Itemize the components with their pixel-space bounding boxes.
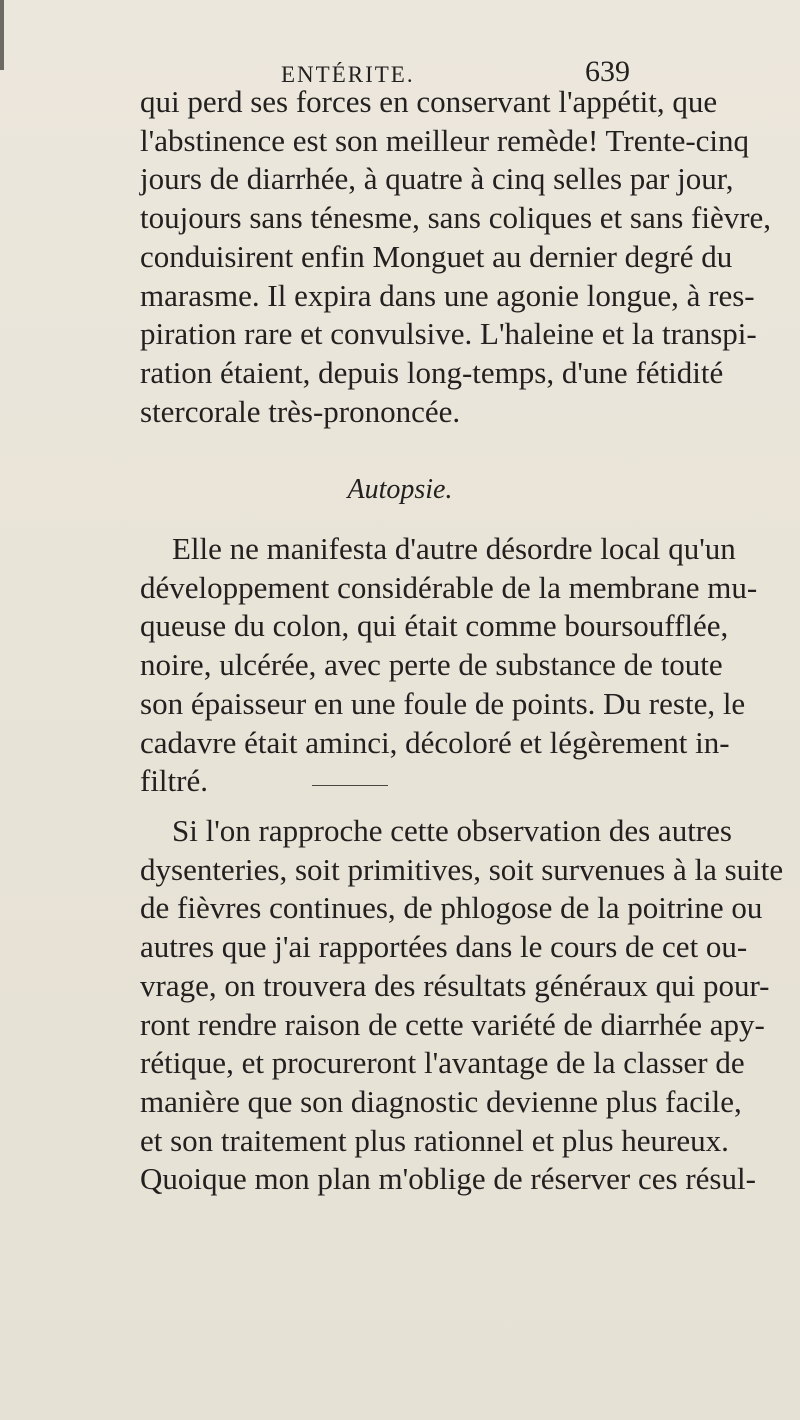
text-line: Elle ne manifesta d'autre désordre local qu'un: [172, 531, 736, 566]
paragraph-continuation: [140, 83, 772, 431]
running-title: ENTÉRITE.: [281, 62, 415, 87]
text-line: stercorale très-prononcée.: [140, 393, 461, 429]
text-line: marasme. Il expira dans une agonie longue, à res-: [140, 277, 755, 313]
paragraph-autopsie: [140, 530, 758, 801]
text-line: Si l'on rapproche cette observation des autres: [172, 813, 732, 848]
text-line: conduisirent enfin Monguet au dernier degré du: [140, 238, 733, 274]
text-line: dysenteries, soit primitives, soit survenues à la suite: [140, 851, 784, 887]
text-line: filtré.: [140, 763, 208, 799]
text-line: l'abstinence est son meilleur remède! Trente-cinq: [140, 122, 750, 158]
text-line: rétique, et procureront l'avantage de la classer de: [140, 1045, 745, 1081]
paragraph-conclusion: [140, 812, 784, 1199]
text-line: de fièvres continues, de phlogose de la poitrine ou: [140, 890, 763, 926]
text-line: jours de diarrhée, à quatre à cinq selles par jour,: [140, 161, 734, 197]
text-line: vrage, on trouvera des résultats généraux qui pour-: [140, 967, 770, 1003]
text-line: piration rare et convulsive. L'haleine et la transpi-: [140, 316, 757, 352]
text-line: Quoique mon plan m'oblige de réserver ces résul-: [140, 1161, 756, 1197]
text-line: et son traitement plus rationnel et plus heureux.: [140, 1122, 729, 1158]
section-heading: Autopsie.: [347, 474, 453, 505]
text-line: autres que j'ai rapportées dans le cours de cet ou-: [140, 929, 748, 965]
text-line: toujours sans ténesme, sans coliques et sans fièvre,: [140, 200, 772, 236]
text-line: manière que son diagnostic devienne plus facile,: [140, 1083, 742, 1119]
text-line: qui perd ses forces en conservant l'appétit, que: [140, 84, 718, 119]
text-line: son épaisseur en une foule de points. Du reste, le: [140, 685, 746, 721]
text-line: ront rendre raison de cette variété de diarrhée apy-: [140, 1006, 765, 1042]
section-separator: [312, 785, 388, 786]
text-line: queuse du colon, qui était comme boursoufflée,: [140, 608, 729, 644]
page-number: 639: [585, 55, 630, 88]
text-line: développement considérable de la membrane mu-: [140, 569, 758, 605]
text-line: noire, ulcérée, avec perte de substance de toute: [140, 647, 723, 683]
text-line: ration étaient, depuis long-temps, d'une fétidité: [140, 354, 724, 390]
text-line: cadavre était aminci, décoloré et légèrement in-: [140, 724, 730, 760]
